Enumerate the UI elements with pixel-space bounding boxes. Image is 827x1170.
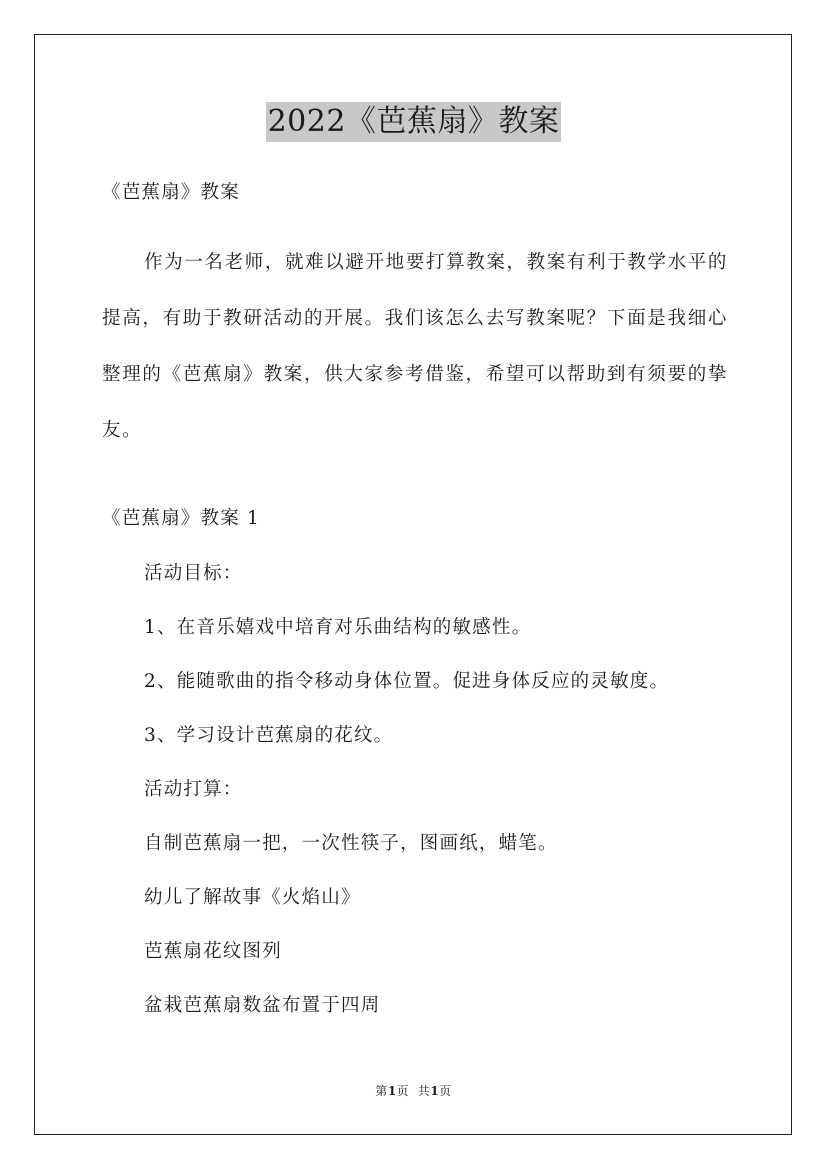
document-subtitle: 《芭蕉扇》教案 (102, 182, 240, 203)
intro-paragraph: 作为一名老师，就难以避开地要打算教案，教案有利于教学水平的提高，有助于教研活动的开展。我们该怎么去写教案呢？下面是我细心整理的《芭蕉扇》教案，供大家参考借鉴，希望可以帮助到有须要的挚友。 (102, 252, 728, 441)
prep-item-3: 芭蕉扇花纹图列 (144, 941, 282, 962)
footer-page-mid: 页 共 (396, 1084, 431, 1098)
prep-item-4: 盆栽芭蕉扇数盆布置于四周 (144, 995, 381, 1016)
footer-page-suffix: 页 (439, 1084, 452, 1098)
goal-item-3: 3、学习设计芭蕉扇的花纹。 (144, 725, 394, 746)
prep-label: 活动打算： (144, 779, 243, 800)
goal-item-1: 1、在音乐嬉戏中培育对乐曲结构的敏感性。 (144, 617, 532, 638)
goals-label: 活动目标： (144, 563, 243, 584)
prep-item-2: 幼儿了解故事《火焰山》 (144, 887, 361, 908)
page-footer (0, 1083, 827, 1099)
title-container (0, 102, 827, 142)
section-heading: 《芭蕉扇》教案 1 (102, 508, 260, 529)
footer-page-prefix: 第 (375, 1084, 388, 1098)
footer-page-number: 1 (387, 1084, 397, 1098)
goal-item-2: 2、能随歌曲的指令移动身体位置。促进身体反应的灵敏度。 (144, 671, 670, 692)
footer-page-total: 1 (430, 1084, 440, 1098)
prep-item-1: 自制芭蕉扇一把，一次性筷子，图画纸，蜡笔。 (144, 833, 558, 854)
document-title: 2022《芭蕉扇》教案 (266, 102, 562, 142)
